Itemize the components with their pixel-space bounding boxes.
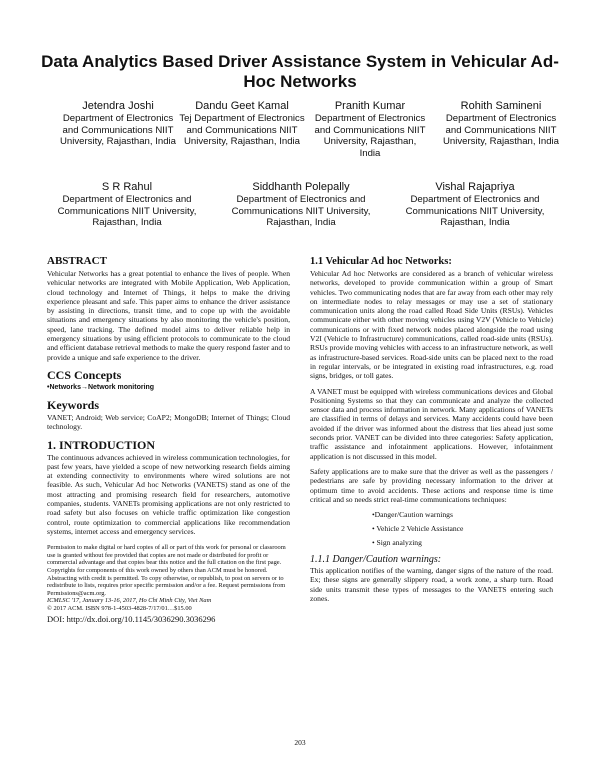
right-column	[310, 255, 553, 609]
author-block	[57, 99, 179, 148]
section-1-1-paragraph: Vehicular Ad hoc Networks are considered as a branch of vehicular wireless networks, developed to provide communication within a group of Smart vehicles. Two communicating nodes that are far away from each other may rely on intermediate nodes to relay messages or may use a set of stationary communication units along the road called Road Side Units (RSUs). Vehicles communicate either with other moving vehicles using V2V (Vehicle to Vehicle) communications or with fixed network nodes placed alongside the road using V2I (Vehicle to Infrastructure) communications, called road-side units (RSUs). RSUs provide moving vehicles with access to an infrastructure network, as well as infrastructure-based services. Road-side units can be placed next to the road in regular intervals, or be integrated in existing road infrastructures, e.g. road signs, bridges, or toll gates.	[310, 269, 553, 381]
section-1-1-paragraph: Safety applications are to make sure that the driver as well as the passengers / pedestrians are safe by providing necessary information to the driver at optimum time to avoid accidents. These actions and response time is time critical and so needs strict real-time communications techniques:	[310, 466, 553, 504]
author-name: Pranith Kumar	[334, 100, 406, 112]
section-1-1-1-text: This application notifies of the warning, danger signs of the nature of the road. Ex; these signs are generally slippery road, a work zone, a sharp turn. Road side units transmit these types of messages to the VANETS entering such zones.	[310, 566, 553, 604]
author-affiliation: Department of Electronics and Communications NIIT University, Rajasthan, India	[57, 194, 197, 228]
safety-applications-list	[310, 510, 553, 548]
author-name: Rohith Samineni	[460, 100, 542, 112]
author-affiliation: Department of Electronics and Communications NIIT University, Rajasthan, India	[405, 194, 545, 228]
author-block	[52, 180, 202, 229]
list-item: •Danger/Caution warnings	[372, 510, 453, 520]
introduction-heading: 1. INTRODUCTION	[47, 437, 156, 452]
keywords-heading: Keywords	[47, 397, 99, 412]
author-affiliation: Tej Department of Electronics and Communications NIIT University, Rajasthan, India	[179, 113, 305, 147]
list-item: • Vehicle 2 Vehicle Assistance	[372, 524, 464, 534]
author-name: Jetendra Joshi	[82, 100, 154, 112]
abstract-text: Vehicular Networks has a great potential to enhance the lives of people. When vehicular networks are integrated with Mobile Application, Web Application, cloud technology and Internet of Things, it helps to make the driving experience pleasant and safe. This paper aims to enhance the driver assistance by assisting in directions, transit time, and to cope up with the avoidable situations and emergency situations by also monitoring the vehicle's position, speed, lane tracking. The defined model aims to deliver reliable help in emergency situations by using efficient protocols to communicate to the cloud and efficient database retrieval methods to make the query respond faster and to provide a unique and safe experience to the driver.	[47, 269, 290, 362]
author-name: S R Rahul	[101, 181, 153, 193]
section-1-1-heading: 1.1 Vehicular Ad hoc Networks:	[310, 256, 452, 267]
page-number: 203	[294, 738, 306, 747]
section-1-1-paragraph: A VANET must be equipped with wireless communications devices and Global Positioning Systems so that they can communicate and analyze the collected sensor data and process information in network. Many applications of VANETs are classified in terms of delays and services. Many accidents could have been avoided if the driver was informed about the distress that lies ahead just some seconds prior. VANET can be divided into three categories: Safety application, traffic assistance and infotainment applications. However, infotainment application is not discussed in this model.	[310, 386, 553, 461]
conference-text: ICMLSC '17, January 13-16, 2017, Ho Chi Minh City, Viet Nam	[47, 597, 212, 605]
author-affiliation: Department of Electronics and Communications NIIT University, Rajasthan, India	[314, 113, 426, 159]
doi-link[interactable]: DOI: http://dx.doi.org/10.1145/3036290.3036296	[47, 613, 216, 624]
copyright-footnote	[47, 544, 290, 624]
list-item: • Sign analyzing	[372, 538, 422, 548]
author-block	[312, 99, 428, 159]
author-name: Siddhanth Polepally	[252, 181, 350, 193]
abstract-heading: ABSTRACT	[47, 255, 107, 267]
author-affiliation: Department of Electronics and Communications NIIT University, Rajasthan, India	[231, 194, 371, 228]
author-block	[441, 99, 561, 148]
introduction-text: The continuous advances achieved in wireless communication technologies, for past few years, have yielded a scope of new networking research fields aiming at extending connectivity to environments where wired solutions are not feasible. As such, Vehicular Ad hoc Networks (VANETS) stand as one of the most attracting and promising research field for researchers, automotive companies, students. VANETs promising applications are not only restricted to road safety but also focuses on vehicle traffic optimization like congestion control, route optimization to commercial applications like recommendation systems, internet access and emergency services.	[47, 452, 290, 536]
left-column	[47, 255, 290, 625]
paper-title: Data Analytics Based Driver Assistance System in Vehicular Ad-Hoc Networks	[41, 52, 559, 91]
keywords-text: VANET; Android; Web service; CoAP2; MongoDB; Internet of Things; Cloud technology.	[47, 412, 290, 432]
copyright-text: © 2017 ACM. ISBN 978-1-4503-4828-7/17/01…$15.00	[47, 604, 192, 612]
author-affiliation: Department of Electronics and Communications NIIT University, Rajasthan, India	[59, 113, 177, 147]
author-name: Vishal Rajapriya	[435, 181, 515, 193]
author-block	[400, 180, 550, 229]
ccs-text: •Networks→Network monitoring	[47, 383, 155, 391]
author-affiliation: Department of Electronics and Communications NIIT University, Rajasthan, India	[442, 113, 560, 147]
author-block	[178, 99, 306, 148]
author-block	[226, 180, 376, 229]
author-name: Dandu Geet Kamal	[195, 100, 289, 112]
permission-text: Permission to make digital or hard copies of all or part of this work for personal or classroom use is granted without fee provided that copies are not made or distributed for profit or commercial advantage and that copies bear this notice and the full citation on the first page. Copyrights for components of this work owned by others than ACM must be honored. Abstracting with credit is permitted. To copy otherwise, or republish, to post on servers or to redistribute to lists, requires prior specific permission and/or a fee. Request permissions from Permissions@acm.org.	[47, 544, 286, 597]
section-1-1-1-heading: 1.1.1 Danger/Caution warnings:	[310, 554, 442, 566]
ccs-heading: CCS Concepts	[47, 367, 122, 382]
